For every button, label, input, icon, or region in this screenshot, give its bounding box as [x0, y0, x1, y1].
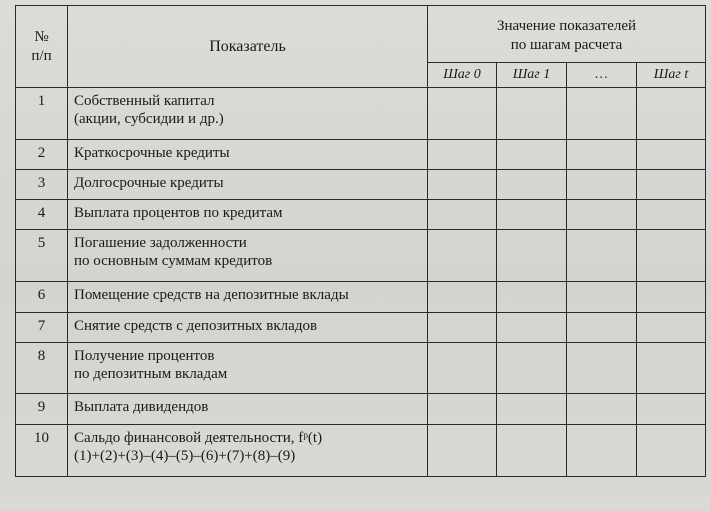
- header-step-0: Шаг 0: [428, 63, 497, 88]
- row-value-step-t: [637, 200, 706, 230]
- row-indicator-line: Долгосрочные кредиты: [74, 175, 224, 191]
- row-indicator-line: по депозитным вкладам: [74, 366, 228, 382]
- header-step-ellipsis: …: [567, 63, 637, 88]
- table-row: [16, 282, 706, 313]
- row-indicator: [68, 394, 428, 425]
- row-value-step-0: [428, 140, 497, 170]
- row-number: 4: [16, 200, 68, 230]
- row-number: 9: [16, 394, 68, 425]
- row-indicator-line: Помещение средств на депозитные вклады: [74, 287, 349, 303]
- header-values-line-1: Значение показателей: [496, 18, 637, 34]
- header-step-t: Шаг t: [637, 63, 706, 88]
- table-row: [16, 230, 706, 282]
- row-value-step-ellipsis: [567, 313, 637, 343]
- row-number: 8: [16, 343, 68, 394]
- table-row: [16, 200, 706, 230]
- table-row: [16, 343, 706, 394]
- row-value-step-0: [428, 343, 497, 394]
- row-value-step-t: [637, 425, 706, 477]
- row-indicator-line: Погашение задолженности: [74, 235, 247, 251]
- row-number: 6: [16, 282, 68, 313]
- row-value-step-ellipsis: [567, 200, 637, 230]
- row-value-step-1: [497, 170, 567, 200]
- header-indicator: Показатель: [68, 6, 428, 88]
- row-indicator: [68, 230, 428, 282]
- row-number: 2: [16, 140, 68, 170]
- row-indicator-line: Собственный капитал: [74, 93, 215, 109]
- row-value-step-ellipsis: [567, 343, 637, 394]
- row-value-step-1: [497, 343, 567, 394]
- header-number-line-1: №: [34, 28, 49, 45]
- row-value-step-t: [637, 282, 706, 313]
- header-values-line-2: по шагам расчета: [510, 37, 623, 53]
- row-value-step-1: [497, 88, 567, 140]
- row-indicator-line: Краткосрочные кредиты: [74, 145, 230, 161]
- row-value-step-1: [497, 140, 567, 170]
- header-number: [16, 6, 68, 88]
- row-indicator: [68, 343, 428, 394]
- row-indicator-line: (акции, субсидии и др.): [74, 111, 224, 127]
- row-indicator-line: Выплата дивидендов: [74, 399, 209, 415]
- row-value-step-1: [497, 230, 567, 282]
- row-indicator: [68, 425, 428, 477]
- table-row: [16, 425, 706, 477]
- row-indicator: [68, 140, 428, 170]
- row-value-step-t: [637, 394, 706, 425]
- row-number: 10: [16, 425, 68, 477]
- row-value-step-1: [497, 200, 567, 230]
- row-value-step-ellipsis: [567, 170, 637, 200]
- row-value-step-ellipsis: [567, 394, 637, 425]
- row-value-step-0: [428, 200, 497, 230]
- header-values-group: [428, 6, 706, 63]
- row-indicator-line: Снятие средств с депозитных вкладов: [74, 318, 318, 334]
- row-value-step-t: [637, 230, 706, 282]
- row-value-step-0: [428, 282, 497, 313]
- row-indicator: [68, 313, 428, 343]
- row-value-step-t: [637, 140, 706, 170]
- row-indicator-line: Выплата процентов по кредитам: [74, 205, 283, 221]
- row-value-step-0: [428, 394, 497, 425]
- table-row: [16, 313, 706, 343]
- row-value-step-1: [497, 425, 567, 477]
- row-indicator: [68, 282, 428, 313]
- header-step-1: Шаг 1: [497, 63, 567, 88]
- row-value-step-ellipsis: [567, 282, 637, 313]
- table-row: [16, 140, 706, 170]
- row-value-step-t: [637, 343, 706, 394]
- table-row: [16, 88, 706, 140]
- financial-activity-table: [15, 5, 706, 477]
- row-number: 5: [16, 230, 68, 282]
- table-row: [16, 394, 706, 425]
- row-value-step-0: [428, 230, 497, 282]
- row-value-step-1: [497, 394, 567, 425]
- row-value-step-ellipsis: [567, 425, 637, 477]
- row-number: 7: [16, 313, 68, 343]
- row-number: 1: [16, 88, 68, 140]
- row-number: 3: [16, 170, 68, 200]
- row-indicator: [68, 88, 428, 140]
- row-value-step-1: [497, 282, 567, 313]
- row-value-step-0: [428, 313, 497, 343]
- row-value-step-t: [637, 88, 706, 140]
- row-indicator-formula: (1)+(2)+(3)–(4)–(5)–(6)+(7)+(8)–(9): [74, 448, 296, 464]
- row-value-step-t: [637, 170, 706, 200]
- row-value-step-0: [428, 88, 497, 140]
- row-value-step-ellipsis: [567, 140, 637, 170]
- row-indicator: [68, 200, 428, 230]
- row-indicator-line: по основным суммам кредитов: [74, 253, 273, 269]
- header-number-line-2: п/п: [31, 47, 52, 64]
- row-indicator-line: Сальдо финансовой деятельности, fᵖ(t): [74, 430, 323, 446]
- row-value-step-0: [428, 170, 497, 200]
- row-value-step-ellipsis: [567, 88, 637, 140]
- row-value-step-0: [428, 425, 497, 477]
- row-indicator: [68, 170, 428, 200]
- table-row: [16, 170, 706, 200]
- row-value-step-1: [497, 313, 567, 343]
- row-value-step-t: [637, 313, 706, 343]
- row-value-step-ellipsis: [567, 230, 637, 282]
- row-indicator-line: Получение процентов: [74, 348, 215, 364]
